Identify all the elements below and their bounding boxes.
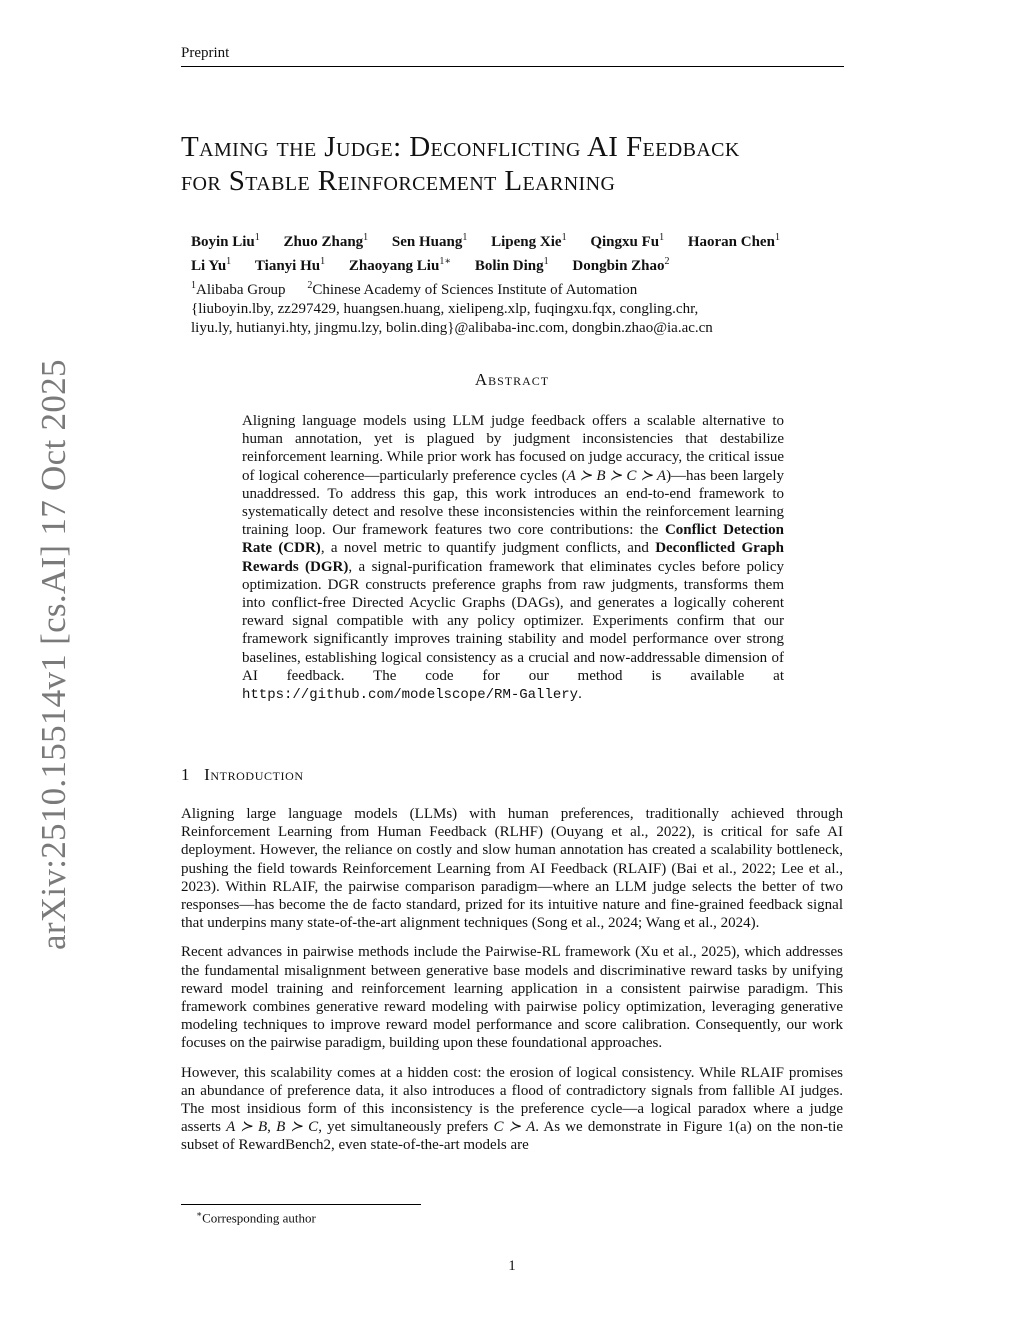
author-row-1: [191, 228, 851, 252]
section-heading-introduction: 1 Introduction: [181, 765, 304, 784]
author-block: [191, 228, 851, 338]
introduction-body: [181, 805, 843, 1166]
author: Haoran Chen$^1$: [687, 232, 780, 250]
header-rule: [181, 66, 844, 67]
inline-math: C ≻ A: [493, 1119, 536, 1136]
inline-math: A ≻ B: [226, 1119, 268, 1136]
abstract-heading: Abstract: [474, 370, 550, 389]
title-line-1: Taming the Judge: Deconflicting AI Feedback: [181, 131, 740, 163]
paragraph: However, this scalability comes at a hidden cost: the erosion of logical consistency. While RLAIF promises an abundance of preference data, it also introduces a flood of contradictory signals from fallible AI judges. The most insidious form of this inconsistency is the preference cycle—a logical paradox where a judge asserts A ≻ B, B ≻ C, yet simultaneously prefers C ≻ A. As we demonstrate in Figure 1(a) on the non-tie subset of RewardBench2, even state-of-the-art models are: [181, 1064, 844, 1154]
author-row-2: [191, 252, 851, 276]
author: Zhuo Zhang$^1$: [283, 232, 369, 250]
author: Boyin Liu$^1$: [191, 232, 260, 250]
paper-title: [181, 130, 861, 198]
inline-math: B ≻ C: [276, 1119, 319, 1136]
page-number: 1: [508, 1258, 516, 1274]
cdr-term: Conflict Detection Rate (CDR): [242, 522, 784, 557]
dgr-term: Deconflicted Graph Rewards (DGR): [242, 540, 784, 575]
author: Lipeng Xie$^1$: [491, 232, 567, 250]
author: Zhaoyang Liu$^{1∗}$: [348, 256, 452, 274]
running-header: Preprint: [181, 45, 230, 61]
author: Dongbin Zhao$^2$: [572, 256, 670, 274]
code-repo-link[interactable]: https://github.com/modelscope/RM-Gallery: [242, 687, 579, 704]
affiliations: [191, 276, 851, 300]
footnote: ∗Corresponding author: [196, 1209, 316, 1226]
author: Qingxu Fu$^1$: [590, 232, 665, 250]
affiliation-2: $^2$Chinese Academy of Sciences Institute of Automation: [307, 280, 638, 298]
author: Bolin Ding$^1$: [474, 256, 549, 274]
affiliation-1: $^1$Alibaba Group: [191, 280, 286, 298]
arxiv-identifier[interactable]: arXiv:2510.15514v1 [cs.AI] 17 Oct 2025: [34, 359, 73, 950]
email-line-2[interactable]: liyu.ly, hutianyi.hty, jingmu.lzy, bolin.ding}@alibaba-inc.com, dongbin.zhao@ia.ac.cn: [191, 320, 713, 336]
author: Tianyi Hu$^1$: [254, 256, 326, 274]
title-line-2: for Stable Reinforcement Learning: [181, 165, 616, 197]
preference-cycle-math: A ≻ B ≻ C ≻ A: [566, 467, 667, 484]
paragraph: Aligning large language models (LLMs) with human preferences, traditionally achieved through Reinforcement Learning from Human Feedback (RLHF) (Ouyang et al., 2022), is critical for safe AI deployment. However, the reliance on costly and slow human annotation has created a scalability bottleneck, pushing the field towards Reinforcement Learning from AI Feedback (RLAIF) (Bai et al., 2022; Lee et al., 2023). Within RLAIF, the pairwise comparison paradigm—where an LLM judge selects the better of two responses—has become the de facto standard, prized for its intuitive nature and fine-grained feedback signal that underpins many state-of-the-art alignment techniques (Song et al., 2024; Wang et al., 2024).: [181, 806, 843, 932]
paragraph: Recent advances in pairwise methods include the Pairwise-RL framework (Xu et al., 2025), which addresses the fundamental misalignment between generative base models and discriminative reward tasks by unifying reward model training and reinforcement learning application in a consistent pairwise paradigm. This framework combines generative reward modeling with pairwise policy optimization, leveraging generative modeling techniques to improve reward model performance and score calibration. Consequently, our work focuses on the pairwise paradigm, building upon these foundational approaches.: [181, 944, 843, 1052]
author: Sen Huang$^1$: [391, 232, 468, 250]
footnote-rule: [181, 1204, 421, 1205]
email-line-1[interactable]: {liuboyin.lby, zz297429, huangsen.huang, xielipeng.xlp, fuqingxu.fqx, congling.chr,: [191, 301, 699, 317]
author: Li Yu$^1$: [191, 256, 232, 274]
abstract-text: Aligning language models using LLM judge feedback offers a scalable alternative to human annotation, yet is plagued by judgment inconsistencies that destabilize reinforcement learning. While prior work has focused on judge accuracy, the critical issue of logical coherence—particularly preference cycles (A ≻ B ≻ C ≻ A)—has been largely unaddressed. To address this gap, this work introduces an end-to-end framework to systematically detect and resolve these inconsistencies within the reinforcement learning training loop. Our framework features two core contributions: the Conflict Detection Rate (CDR), a novel metric to quantify judgment conflicts, and Deconflicted Graph Rewards (DGR), a signal-purification framework that eliminates cycles before policy optimization. DGR constructs preference graphs from raw judgments, transforms them into conflict-free Directed Acyclic Graphs (DAGs), and generates a logically coherent reward signal compatible with any policy optimizer. Experiments confirm that our framework significantly improves training stability and model performance over strong baselines, establishing logical consistency as a crucial and now-addressable dimension of AI feedback. The code for our method is available at https://github.com/modelscope/RM-Gallery.: [242, 413, 784, 704]
